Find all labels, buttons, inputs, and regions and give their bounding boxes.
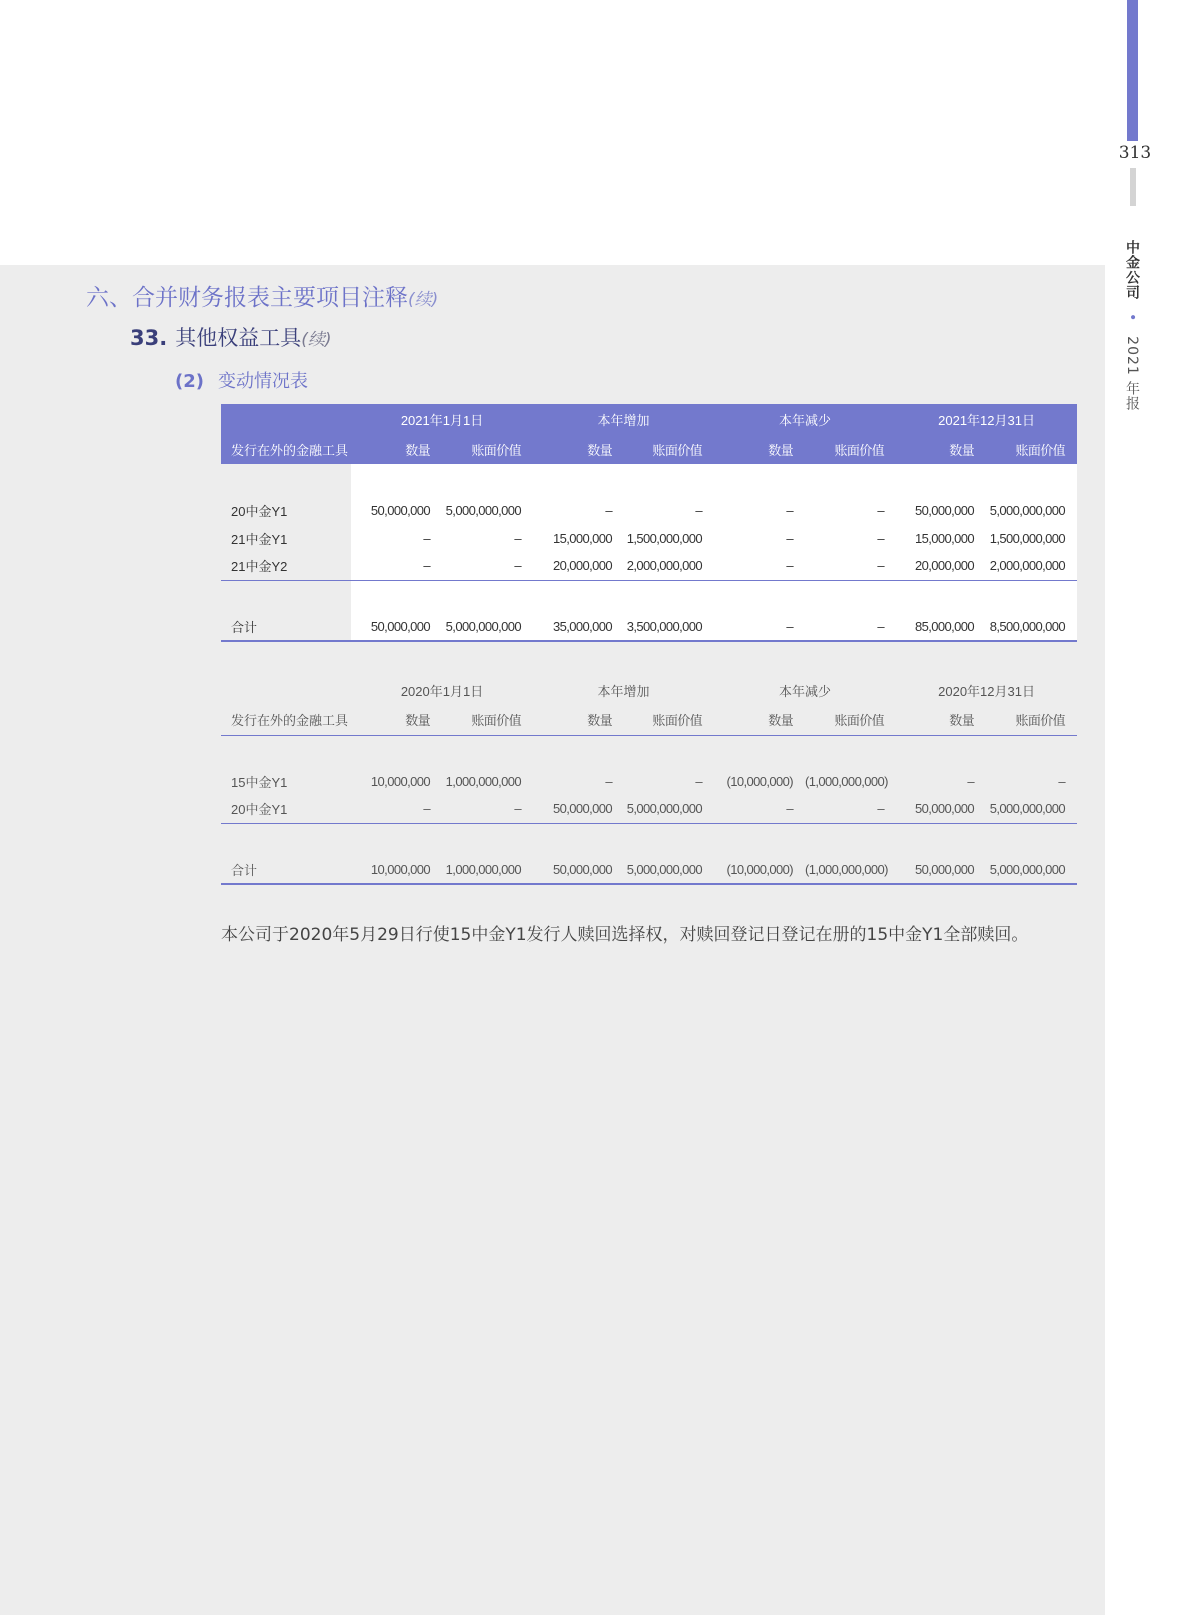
table-row — [221, 552, 1077, 580]
total-cell: 35,000,000 — [533, 612, 624, 641]
total-label: 合计 — [221, 612, 351, 641]
total-label: 合计 — [221, 855, 351, 884]
cell: 50,000,000 — [351, 496, 442, 524]
table-heading-text: 变动情况表 — [217, 371, 308, 392]
cell: 15,000,000 — [896, 524, 986, 552]
group-header: 本年增加 — [533, 404, 714, 435]
total-row — [221, 612, 1077, 641]
cell: – — [714, 795, 805, 823]
row-label-header: 发行在外的金融工具 — [221, 435, 351, 464]
total-cell: – — [805, 612, 896, 641]
cell: (10,000,000) — [726, 773, 794, 789]
cell: – — [714, 552, 805, 580]
group-header: 2020年12月31日 — [938, 683, 1035, 699]
table-row — [221, 496, 1077, 524]
cell: – — [695, 773, 703, 789]
column-header: 账面价值 — [624, 705, 714, 735]
group-header: 本年减少 — [714, 404, 896, 435]
cell: 2,000,000,000 — [986, 552, 1077, 580]
table-heading — [175, 367, 308, 393]
column-header: 账面价值 — [442, 435, 533, 464]
column-header: 账面价值 — [986, 705, 1077, 735]
cell: 5,000,000,000 — [624, 795, 714, 823]
total-row — [221, 855, 1077, 884]
separator-dot: • — [1124, 313, 1140, 323]
cell: 5,000,000,000 — [986, 496, 1077, 524]
cell: 2,000,000,000 — [624, 552, 714, 580]
header-blank — [221, 404, 351, 435]
row-label: 21中金Y1 — [221, 524, 351, 552]
section-heading — [86, 279, 438, 312]
group-header: 2021年1月1日 — [351, 404, 533, 435]
total-cell: 10,000,000 — [351, 855, 442, 884]
table-sub-header-row — [221, 435, 1077, 464]
total-cell: 3,500,000,000 — [624, 612, 714, 641]
cell: 15,000,000 — [533, 524, 624, 552]
cell: – — [442, 552, 533, 580]
subsection-heading — [130, 322, 331, 352]
cell: – — [967, 773, 975, 789]
row-label: 15中金Y1 — [231, 774, 288, 790]
row-label-header: 发行在外的金融工具 — [221, 705, 351, 735]
redemption-note: 本公司于2020年5月29日行使15中金Y1发行人赎回选择权，对赎回登记日登记在册的15中金Y1全部赎回。 — [221, 925, 1029, 945]
side-accent-bar — [1127, 0, 1138, 141]
cell: 5,000,000,000 — [442, 496, 533, 524]
subsection-heading-text: 其他权益工具 — [175, 326, 302, 350]
table-sub-header-row — [221, 705, 1077, 735]
changes-table-2021 — [221, 404, 1077, 642]
column-header: 数量 — [714, 435, 805, 464]
group-header: 本年增加 — [597, 683, 650, 699]
side-gray-bar — [1130, 168, 1136, 206]
cell: – — [351, 795, 442, 823]
page-number: 313 — [1118, 143, 1152, 163]
total-cell: (1,000,000,000) — [805, 855, 896, 884]
column-header: 账面价值 — [986, 435, 1077, 464]
total-cell: – — [714, 612, 805, 641]
row-label: 20中金Y1 — [221, 496, 351, 524]
cell: 1,500,000,000 — [624, 524, 714, 552]
total-cell: 1,000,000,000 — [442, 855, 533, 884]
table-row — [221, 524, 1077, 552]
subsection-number: 33. — [130, 326, 168, 350]
column-header: 账面价值 — [442, 705, 533, 735]
column-header: 数量 — [351, 435, 442, 464]
section-heading-text: 六、合并财务报表主要项目注释 — [86, 285, 408, 311]
group-header: 本年减少 — [779, 683, 832, 699]
total-cell: 85,000,000 — [896, 612, 986, 641]
cell: – — [805, 552, 896, 580]
spacer-row — [221, 735, 1077, 767]
spacer-row — [221, 823, 1077, 855]
row-label: 21中金Y2 — [221, 552, 351, 580]
cell: – — [805, 496, 896, 524]
table-heading-number: (2) — [175, 371, 204, 392]
cell: – — [351, 524, 442, 552]
group-header: 2020年1月1日 — [400, 683, 484, 699]
cell: 1,500,000,000 — [986, 524, 1077, 552]
cell: – — [442, 795, 533, 823]
cell: 50,000,000 — [533, 795, 624, 823]
column-header: 数量 — [896, 435, 986, 464]
total-cell: 5,000,000,000 — [442, 612, 533, 641]
cell: (1,000,000,000) — [805, 773, 888, 789]
column-header: 账面价值 — [805, 705, 896, 735]
total-cell: 50,000,000 — [351, 612, 442, 641]
cell: – — [714, 496, 805, 524]
table-row — [221, 767, 1077, 795]
total-cell: 8,500,000,000 — [986, 612, 1077, 641]
cell: 50,000,000 — [896, 496, 986, 524]
cell: 20,000,000 — [533, 552, 624, 580]
section-heading-continued: (续) — [408, 290, 439, 310]
column-header: 账面价值 — [624, 435, 714, 464]
cell: – — [533, 496, 624, 524]
cell: – — [805, 795, 896, 823]
report-name: 2021 年报 — [1124, 336, 1140, 412]
header-blank — [221, 675, 351, 705]
spacer-row — [221, 464, 1077, 496]
column-header: 账面价值 — [805, 435, 896, 464]
cell: – — [714, 524, 805, 552]
changes-table-2020 — [221, 675, 1077, 885]
cell: – — [1058, 773, 1066, 789]
table-row — [221, 795, 1077, 823]
cell: 20,000,000 — [896, 552, 986, 580]
total-cell: (10,000,000) — [714, 855, 805, 884]
column-header: 数量 — [896, 705, 986, 735]
column-header: 数量 — [533, 705, 624, 735]
table-group-header-row — [221, 675, 1077, 705]
table-group-header-row — [221, 404, 1077, 435]
cell: 5,000,000,000 — [986, 795, 1077, 823]
total-cell: 50,000,000 — [896, 855, 986, 884]
cell: – — [442, 524, 533, 552]
total-cell: 5,000,000,000 — [986, 855, 1077, 884]
cell: 1,000,000,000 — [445, 773, 522, 789]
column-header: 数量 — [533, 435, 624, 464]
column-header: 数量 — [351, 705, 442, 735]
group-header: 2021年12月31日 — [896, 404, 1077, 435]
cell: 50,000,000 — [896, 795, 986, 823]
cell: – — [624, 496, 714, 524]
spacer-row — [221, 580, 1077, 612]
column-header: 数量 — [714, 705, 805, 735]
cell: – — [805, 524, 896, 552]
total-cell: 5,000,000,000 — [624, 855, 714, 884]
cell: – — [351, 552, 442, 580]
company-name: 中金公司 — [1124, 240, 1140, 300]
side-running-title — [1122, 240, 1142, 411]
cell: – — [605, 773, 613, 789]
row-label: 20中金Y1 — [221, 795, 351, 823]
total-cell: 50,000,000 — [533, 855, 624, 884]
subsection-heading-continued: (续) — [301, 330, 332, 350]
cell: 10,000,000 — [370, 773, 430, 789]
